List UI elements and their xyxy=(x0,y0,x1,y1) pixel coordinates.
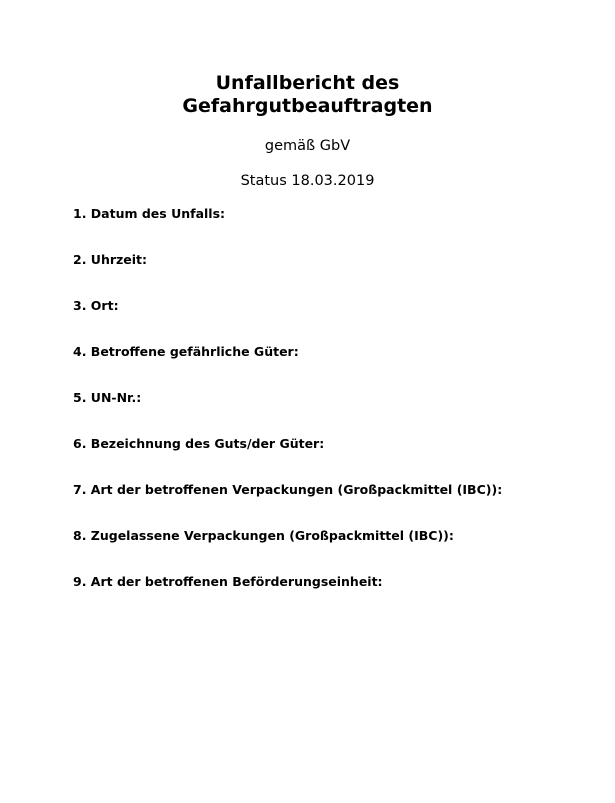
field-accident-date: 1. Datum des Unfalls: xyxy=(73,206,226,221)
report-field-list xyxy=(73,206,593,620)
field-packaging-type: 7. Art der betroffenen Verpackungen (Großpackmittel (IBC)): xyxy=(73,482,503,497)
field-time: 2. Uhrzeit: xyxy=(73,252,148,267)
field-dangerous-goods: 4. Betroffene gefährliche Güter: xyxy=(73,344,299,359)
field-transport-unit: 9. Art der betroffenen Beförderungseinheit: xyxy=(73,574,383,589)
field-location: 3. Ort: xyxy=(73,298,119,313)
document-title-line-1: Unfallbericht des xyxy=(215,72,400,94)
document-title xyxy=(0,72,615,118)
document-title-line-2: Gefahrgutbeauftragten xyxy=(182,95,433,117)
document-status: Status 18.03.2019 xyxy=(240,173,375,189)
field-un-number: 5. UN-Nr.: xyxy=(73,390,142,405)
field-goods-designation: 6. Bezeichnung des Guts/der Güter: xyxy=(73,436,325,451)
document-subtitle: gemäß GbV xyxy=(264,138,351,154)
field-approved-packaging: 8. Zugelassene Verpackungen (Großpackmittel (IBC)): xyxy=(73,528,454,543)
